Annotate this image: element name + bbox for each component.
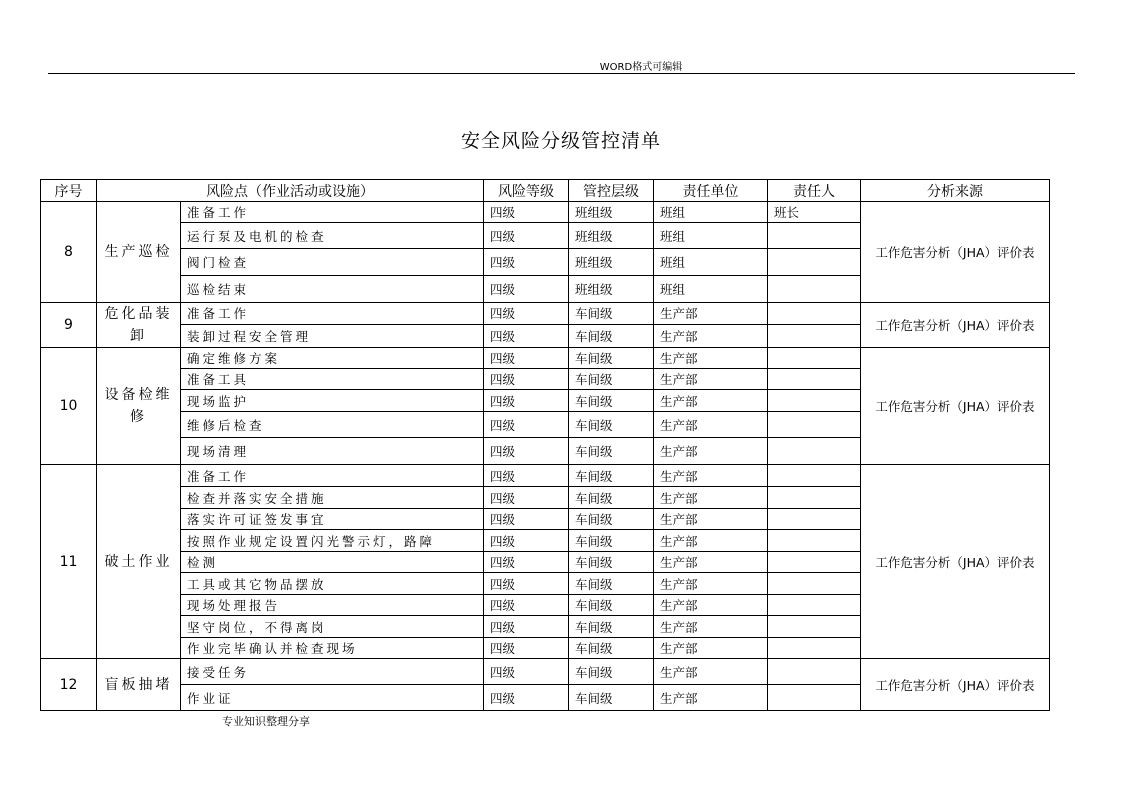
risk-control-table: [40, 179, 1050, 711]
col-header-source: 分析来源: [861, 180, 1050, 202]
risk-level: 四级: [484, 438, 569, 465]
activity: 准备工具: [181, 369, 484, 390]
control-level: 车间级: [569, 465, 654, 487]
risk-level: 四级: [484, 573, 569, 595]
risk-level: 四级: [484, 390, 569, 412]
page-header: WORD格式可编辑: [599, 62, 683, 73]
responsible-person: [768, 276, 861, 303]
control-level: 车间级: [569, 390, 654, 412]
risk-level: 四级: [484, 276, 569, 303]
responsible-unit: 生产部: [654, 487, 768, 509]
table-row: [41, 348, 1050, 369]
responsible-unit: 生产部: [654, 412, 768, 438]
analysis-source: 工作危害分析（JHA）评价表: [861, 303, 1050, 348]
page-footer: 专业知识整理分享: [222, 715, 310, 728]
activity: 检测: [181, 552, 484, 573]
responsible-person: [768, 465, 861, 487]
table-row: [41, 659, 1050, 685]
responsible-unit: 生产部: [654, 348, 768, 369]
responsible-unit: 生产部: [654, 659, 768, 685]
responsible-unit: 生产部: [654, 685, 768, 711]
responsible-unit: 生产部: [654, 438, 768, 465]
risk-level: 四级: [484, 369, 569, 390]
activity: 装卸过程安全管理: [181, 324, 484, 347]
risk-level: 四级: [484, 303, 569, 325]
responsible-person: [768, 530, 861, 552]
activity: 接受任务: [181, 659, 484, 685]
col-header-unit: 责任单位: [654, 180, 768, 202]
analysis-source: 工作危害分析（JHA）评价表: [861, 659, 1050, 711]
risk-level: 四级: [484, 509, 569, 530]
responsible-person: [768, 324, 861, 347]
risk-level: 四级: [484, 223, 569, 249]
control-level: 车间级: [569, 303, 654, 325]
risk-level: 四级: [484, 616, 569, 638]
control-level: 车间级: [569, 324, 654, 347]
analysis-source: 工作危害分析（JHA）评价表: [861, 465, 1050, 659]
responsible-unit: 生产部: [654, 638, 768, 659]
responsible-person: [768, 303, 861, 325]
control-level: 车间级: [569, 369, 654, 390]
responsible-person: [768, 638, 861, 659]
table-row: [41, 303, 1050, 325]
activity: 确定维修方案: [181, 348, 484, 369]
control-level: 车间级: [569, 638, 654, 659]
responsible-person: [768, 487, 861, 509]
risk-level: 四级: [484, 324, 569, 347]
responsible-unit: 班组: [654, 202, 768, 223]
control-level: 车间级: [569, 348, 654, 369]
responsible-person: [768, 412, 861, 438]
control-level: 车间级: [569, 487, 654, 509]
risk-point: 破土作业: [97, 465, 181, 659]
responsible-person: [768, 390, 861, 412]
activity: 作业证: [181, 685, 484, 711]
table-row: [41, 202, 1050, 223]
responsible-person: [768, 595, 861, 616]
col-header-risk-level: 风险等级: [484, 180, 569, 202]
control-level: 车间级: [569, 438, 654, 465]
responsible-unit: 生产部: [654, 324, 768, 347]
responsible-unit: 班组: [654, 223, 768, 249]
table-header-row: [41, 180, 1050, 202]
activity: 作业完毕确认并检查现场: [181, 638, 484, 659]
risk-level: 四级: [484, 487, 569, 509]
table-row: [41, 465, 1050, 487]
responsible-unit: 生产部: [654, 595, 768, 616]
risk-level: 四级: [484, 638, 569, 659]
responsible-unit: 班组: [654, 276, 768, 303]
control-level: 班组级: [569, 276, 654, 303]
activity: 现场处理报告: [181, 595, 484, 616]
control-level: 车间级: [569, 509, 654, 530]
risk-point: 危化品装卸: [97, 303, 181, 348]
risk-point: 盲板抽堵: [97, 659, 181, 711]
row-number: 8: [41, 202, 97, 303]
activity: 按照作业规定设置闪光警示灯，路障: [181, 530, 484, 552]
risk-level: 四级: [484, 348, 569, 369]
col-header-person: 责任人: [768, 180, 861, 202]
risk-point: 设备检维修: [97, 348, 181, 465]
analysis-source: 工作危害分析（JHA）评价表: [861, 202, 1050, 303]
responsible-person: [768, 249, 861, 276]
risk-level: 四级: [484, 530, 569, 552]
activity: 阀门检查: [181, 249, 484, 276]
risk-level: 四级: [484, 202, 569, 223]
activity: 准备工作: [181, 465, 484, 487]
responsible-unit: 生产部: [654, 530, 768, 552]
col-header-control-level: 管控层级: [569, 180, 654, 202]
activity: 准备工作: [181, 303, 484, 325]
control-level: 车间级: [569, 659, 654, 685]
control-level: 车间级: [569, 530, 654, 552]
header-divider: [48, 73, 1075, 74]
risk-point: 生产巡检: [97, 202, 181, 303]
responsible-person: [768, 552, 861, 573]
responsible-unit: 生产部: [654, 573, 768, 595]
responsible-person: [768, 369, 861, 390]
control-level: 车间级: [569, 595, 654, 616]
row-number: 10: [41, 348, 97, 465]
responsible-person: 班长: [768, 202, 861, 223]
activity: 巡检结束: [181, 276, 484, 303]
responsible-unit: 生产部: [654, 303, 768, 325]
row-number: 11: [41, 465, 97, 659]
activity: 落实许可证签发事宜: [181, 509, 484, 530]
responsible-unit: 生产部: [654, 552, 768, 573]
row-number: 12: [41, 659, 97, 711]
control-level: 班组级: [569, 249, 654, 276]
control-level: 车间级: [569, 552, 654, 573]
risk-level: 四级: [484, 249, 569, 276]
risk-level: 四级: [484, 595, 569, 616]
activity: 现场清理: [181, 438, 484, 465]
activity: 坚守岗位，不得离岗: [181, 616, 484, 638]
responsible-person: [768, 348, 861, 369]
row-number: 9: [41, 303, 97, 348]
control-level: 车间级: [569, 412, 654, 438]
activity: 运行泵及电机的检查: [181, 223, 484, 249]
responsible-person: [768, 616, 861, 638]
col-header-risk-point: 风险点（作业活动或设施）: [97, 180, 484, 202]
risk-level: 四级: [484, 685, 569, 711]
responsible-unit: 生产部: [654, 390, 768, 412]
activity: 检查并落实安全措施: [181, 487, 484, 509]
responsible-person: [768, 659, 861, 685]
risk-level: 四级: [484, 465, 569, 487]
document-title: 安全风险分级管控清单: [460, 130, 661, 152]
risk-level: 四级: [484, 552, 569, 573]
control-level: 车间级: [569, 616, 654, 638]
responsible-person: [768, 685, 861, 711]
responsible-unit: 班组: [654, 249, 768, 276]
control-level: 班组级: [569, 223, 654, 249]
responsible-unit: 生产部: [654, 616, 768, 638]
risk-level: 四级: [484, 659, 569, 685]
activity: 现场监护: [181, 390, 484, 412]
risk-level: 四级: [484, 412, 569, 438]
activity: 维修后检查: [181, 412, 484, 438]
control-level: 车间级: [569, 573, 654, 595]
analysis-source: 工作危害分析（JHA）评价表: [861, 348, 1050, 465]
control-level: 班组级: [569, 202, 654, 223]
control-level: 车间级: [569, 685, 654, 711]
responsible-person: [768, 509, 861, 530]
responsible-unit: 生产部: [654, 509, 768, 530]
activity: 准备工作: [181, 202, 484, 223]
responsible-person: [768, 573, 861, 595]
responsible-unit: 生产部: [654, 465, 768, 487]
responsible-person: [768, 223, 861, 249]
responsible-person: [768, 438, 861, 465]
activity: 工具或其它物品摆放: [181, 573, 484, 595]
col-header-no: 序号: [41, 180, 97, 202]
responsible-unit: 生产部: [654, 369, 768, 390]
